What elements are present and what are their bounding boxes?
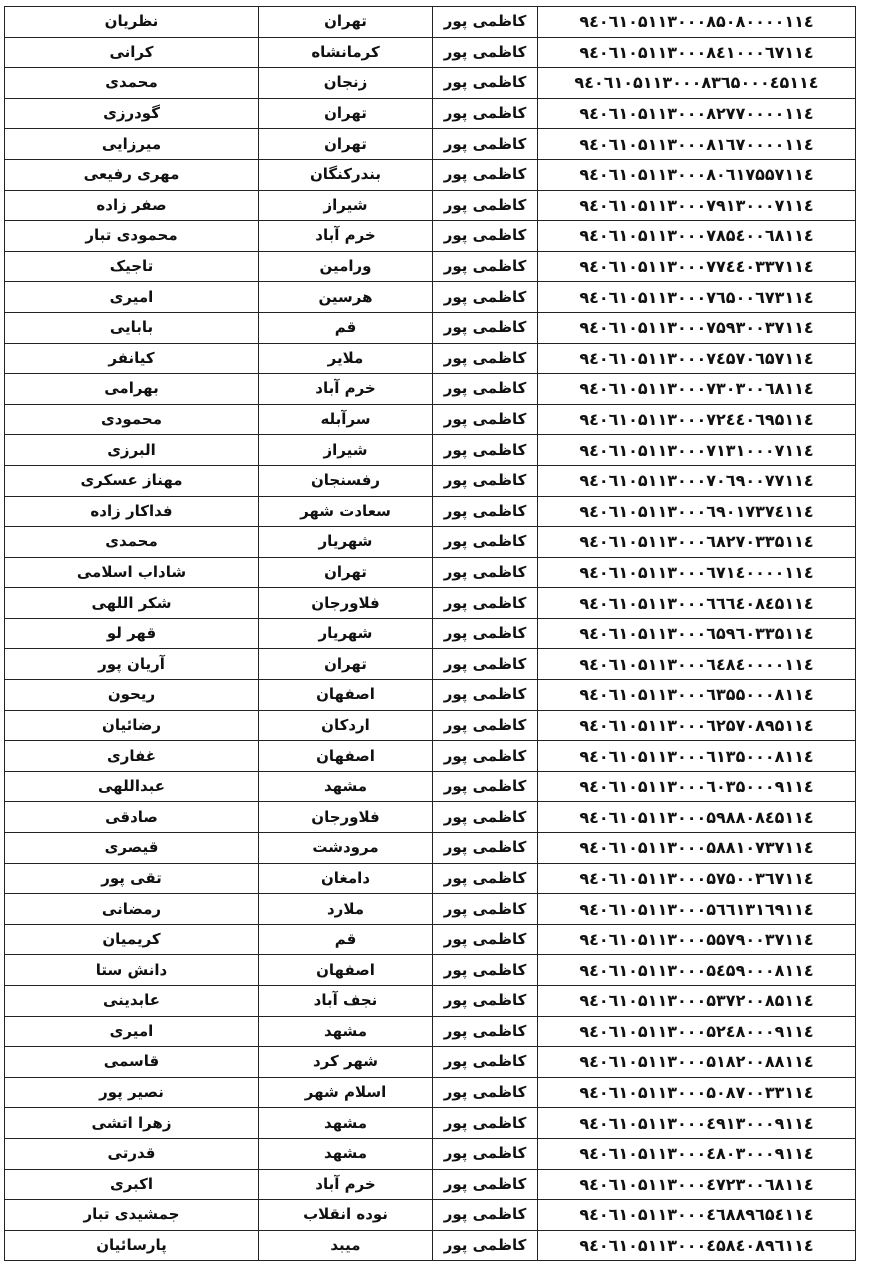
- code-cell: ۹٤۰٦۱۰۵۱۱۳۰۰۰٦۰۳۵۰۰۰۹۱۱٤: [538, 771, 856, 802]
- table-row: [5, 374, 856, 405]
- family-cell: کاظمی پور: [433, 221, 538, 252]
- city-cell: خرم آباد: [259, 374, 433, 405]
- name-cell: محمودی: [5, 404, 259, 435]
- family-cell: کاظمی پور: [433, 251, 538, 282]
- table-row: [5, 1077, 856, 1108]
- name-cell: رمضانی: [5, 894, 259, 925]
- name-cell: شکر اللهی: [5, 588, 259, 619]
- code-cell: ۹٤۰٦۱۰۵۱۱۳۰۰۰٤۹۱۳۰۰۰۹۱۱٤: [538, 1108, 856, 1139]
- name-cell: امیری: [5, 1016, 259, 1047]
- city-cell: تهران: [259, 557, 433, 588]
- table-row: [5, 802, 856, 833]
- city-cell: شهر کرد: [259, 1047, 433, 1078]
- name-cell: بابایی: [5, 312, 259, 343]
- name-cell: امیری: [5, 282, 259, 313]
- family-cell: کاظمی پور: [433, 1169, 538, 1200]
- name-cell: اکبری: [5, 1169, 259, 1200]
- code-cell: ۹٤۰٦۱۰۵۱۱۳۰۰۰٦۷۱٤۰۰۰۰۱۱٤: [538, 557, 856, 588]
- city-cell: مشهد: [259, 1016, 433, 1047]
- name-cell: فداکار زاده: [5, 496, 259, 527]
- code-cell: ۹٤۰٦۱۰۵۱۱۳۰۰۰۸۵۰۸۰۰۰۰۱۱٤: [538, 7, 856, 38]
- family-cell: کاظمی پور: [433, 98, 538, 129]
- family-cell: کاظمی پور: [433, 190, 538, 221]
- table-row: [5, 343, 856, 374]
- table-row: [5, 557, 856, 588]
- family-cell: کاظمی پور: [433, 7, 538, 38]
- family-cell: کاظمی پور: [433, 404, 538, 435]
- city-cell: تهران: [259, 649, 433, 680]
- family-cell: کاظمی پور: [433, 924, 538, 955]
- code-cell: ۹٤۰٦۱۰۵۱۱۳۰۰۰۵۲٤۸۰۰۰۹۱۱٤: [538, 1016, 856, 1047]
- code-cell: ۹٤۰٦۱۰۵۱۱۳۰۰۰۷۹۱۳۰۰۰۷۱۱٤: [538, 190, 856, 221]
- city-cell: بندرکنگان: [259, 159, 433, 190]
- name-cell: غفاری: [5, 741, 259, 772]
- name-cell: کرانی: [5, 37, 259, 68]
- name-cell: نظریان: [5, 7, 259, 38]
- family-cell: کاظمی پور: [433, 771, 538, 802]
- city-cell: شهریار: [259, 527, 433, 558]
- city-cell: رفسنجان: [259, 465, 433, 496]
- table-row: [5, 618, 856, 649]
- code-cell: ۹٤۰٦۱۰۵۱۱۳۰۰۰٦۸۲۷۰۳۳۵۱۱٤: [538, 527, 856, 558]
- name-cell: تقی پور: [5, 863, 259, 894]
- table-row: [5, 190, 856, 221]
- family-cell: کاظمی پور: [433, 894, 538, 925]
- name-cell: کیانفر: [5, 343, 259, 374]
- table-row: [5, 435, 856, 466]
- code-cell: ۹٤۰٦۱۰۵۱۱۳۰۰۰٤۵۸٤۰۸۹٦۱۱٤: [538, 1230, 856, 1261]
- city-cell: اردکان: [259, 710, 433, 741]
- code-cell: ۹٤۰٦۱۰۵۱۱۳۰۰۰٤۸۰۳۰۰۰۹۱۱٤: [538, 1138, 856, 1169]
- city-cell: خرم آباد: [259, 1169, 433, 1200]
- name-cell: صادقی: [5, 802, 259, 833]
- name-cell: آریان پور: [5, 649, 259, 680]
- table-row: [5, 588, 856, 619]
- city-cell: میبد: [259, 1230, 433, 1261]
- name-cell: کریمیان: [5, 924, 259, 955]
- code-cell: ۹٤۰٦۱۰۵۱۱۳۰۰۰۵۳۷۲۰۰۸۵۱۱٤: [538, 986, 856, 1017]
- table-row: [5, 924, 856, 955]
- family-cell: کاظمی پور: [433, 435, 538, 466]
- table-row: [5, 741, 856, 772]
- name-cell: محمدی: [5, 68, 259, 99]
- name-cell: قهر لو: [5, 618, 259, 649]
- family-cell: کاظمی پور: [433, 159, 538, 190]
- table-row: [5, 649, 856, 680]
- city-cell: مرودشت: [259, 833, 433, 864]
- family-cell: کاظمی پور: [433, 68, 538, 99]
- city-cell: سعادت شهر: [259, 496, 433, 527]
- family-cell: کاظمی پور: [433, 618, 538, 649]
- name-cell: مهناز عسکری: [5, 465, 259, 496]
- table-row: [5, 1169, 856, 1200]
- city-cell: خرم آباد: [259, 221, 433, 252]
- name-cell: رضائیان: [5, 710, 259, 741]
- city-cell: فلاورجان: [259, 802, 433, 833]
- family-cell: کاظمی پور: [433, 282, 538, 313]
- family-cell: کاظمی پور: [433, 1138, 538, 1169]
- code-cell: ۹٤۰٦۱۰۵۱۱۳۰۰۰۵۸۸۱۰۷۳۷۱۱٤: [538, 833, 856, 864]
- city-cell: ملایر: [259, 343, 433, 374]
- name-cell: مهری رفیعی: [5, 159, 259, 190]
- code-cell: ۹٤۰٦۱۰۵۱۱۳۰۰۰۸٤۱۰۰۰٦۷۱۱٤: [538, 37, 856, 68]
- family-cell: کاظمی پور: [433, 833, 538, 864]
- family-cell: کاظمی پور: [433, 37, 538, 68]
- code-cell: ۹٤۰٦۱۰۵۱۱۳۰۰۰۷۳۰۳۰۰٦۸۱۱٤: [538, 374, 856, 405]
- table-row: [5, 221, 856, 252]
- code-cell: ۹٤۰٦۱۰۵۱۱۳۰۰۰۸۱٦۷۰۰۰۰۱۱٤: [538, 129, 856, 160]
- family-cell: کاظمی پور: [433, 1200, 538, 1231]
- city-cell: هرسین: [259, 282, 433, 313]
- family-cell: کاظمی پور: [433, 710, 538, 741]
- family-cell: کاظمی پور: [433, 1016, 538, 1047]
- document-sheet: [4, 6, 855, 1261]
- code-cell: ۹٤۰٦۱۰۵۱۱۳۰۰۰٦٤۸٤۰۰۰۰۱۱٤: [538, 649, 856, 680]
- city-cell: تهران: [259, 129, 433, 160]
- code-cell: ۹٤۰٦۱۰۵۱۱۳۰۰۰۷۸۵٤۰۰٦۸۱۱٤: [538, 221, 856, 252]
- city-cell: اسلام شهر: [259, 1077, 433, 1108]
- name-cell: تاجیک: [5, 251, 259, 282]
- name-cell: محمودی تبار: [5, 221, 259, 252]
- family-cell: کاظمی پور: [433, 588, 538, 619]
- table-row: [5, 894, 856, 925]
- city-cell: اصفهان: [259, 680, 433, 711]
- code-cell: ۹٤۰٦۱۰۵۱۱۳۰۰۰۷۰٦۹۰۰۷۷۱۱٤: [538, 465, 856, 496]
- table-row: [5, 1230, 856, 1261]
- table-row: [5, 1200, 856, 1231]
- name-cell: میرزایی: [5, 129, 259, 160]
- name-cell: پارسائیان: [5, 1230, 259, 1261]
- table-row: [5, 159, 856, 190]
- city-cell: قم: [259, 312, 433, 343]
- city-cell: ملارد: [259, 894, 433, 925]
- name-cell: شاداب اسلامی: [5, 557, 259, 588]
- city-cell: قم: [259, 924, 433, 955]
- name-cell: جمشیدی تبار: [5, 1200, 259, 1231]
- code-cell: ۹٤۰٦۱۰۵۱۱۳۰۰۰٤۷۲۳۰۰٦۸۱۱٤: [538, 1169, 856, 1200]
- city-cell: سرآبله: [259, 404, 433, 435]
- city-cell: اصفهان: [259, 741, 433, 772]
- city-cell: شیراز: [259, 190, 433, 221]
- family-cell: کاظمی پور: [433, 496, 538, 527]
- code-cell: ۹٤۰٦۱۰۵۱۱۳۰۰۰٦۹۰۱۷۳۷٤۱۱٤: [538, 496, 856, 527]
- code-cell: ۹٤۰٦۱۰۵۱۱۳۰۰۰۵۱۸۲۰۰۸۸۱۱٤: [538, 1047, 856, 1078]
- code-cell: ۹٤۰٦۱۰۵۱۱۳۰۰۰۸۲۷۷۰۰۰۰۱۱٤: [538, 98, 856, 129]
- family-cell: کاظمی پور: [433, 955, 538, 986]
- table-row: [5, 282, 856, 313]
- family-cell: کاظمی پور: [433, 312, 538, 343]
- family-cell: کاظمی پور: [433, 1108, 538, 1139]
- city-cell: دامغان: [259, 863, 433, 894]
- city-cell: مشهد: [259, 771, 433, 802]
- table-row: [5, 833, 856, 864]
- code-cell: ۹٤۰٦۱۰۵۱۱۳۰۰۰۵٤۵۹۰۰۰۸۱۱٤: [538, 955, 856, 986]
- table-row: [5, 68, 856, 99]
- family-cell: کاظمی پور: [433, 1047, 538, 1078]
- family-cell: کاظمی پور: [433, 802, 538, 833]
- city-cell: تهران: [259, 98, 433, 129]
- family-cell: کاظمی پور: [433, 1230, 538, 1261]
- family-cell: کاظمی پور: [433, 374, 538, 405]
- table-row: [5, 986, 856, 1017]
- table-row: [5, 251, 856, 282]
- table-row: [5, 129, 856, 160]
- code-cell: ۹٤۰٦۱۰۵۱۱۳۰۰۰٦۵۹٦۰۳۳۵۱۱٤: [538, 618, 856, 649]
- name-cell: محمدی: [5, 527, 259, 558]
- family-cell: کاظمی پور: [433, 649, 538, 680]
- family-cell: کاظمی پور: [433, 527, 538, 558]
- table-row: [5, 771, 856, 802]
- code-cell: ۹٤۰٦۱۰۵۱۱۳۰۰۰۷٤۵۷۰٦۵۷۱۱٤: [538, 343, 856, 374]
- name-cell: قاسمی: [5, 1047, 259, 1078]
- records-table: [4, 6, 856, 1261]
- city-cell: شیراز: [259, 435, 433, 466]
- city-cell: اصفهان: [259, 955, 433, 986]
- name-cell: صفر زاده: [5, 190, 259, 221]
- code-cell: ۹٤۰٦۱۰۵۱۱۳۰۰۰۸۳٦۵۰۰۰٤۵۱۱٤: [538, 68, 856, 99]
- code-cell: ۹٤۰٦۱۰۵۱۱۳۰۰۰۷۷٤٤۰۳۳۷۱۱٤: [538, 251, 856, 282]
- table-row: [5, 1138, 856, 1169]
- code-cell: ۹٤۰٦۱۰۵۱۱۳۰۰۰٦۳۵۵۰۰۰۸۱۱٤: [538, 680, 856, 711]
- family-cell: کاظمی پور: [433, 680, 538, 711]
- table-row: [5, 863, 856, 894]
- table-row: [5, 955, 856, 986]
- name-cell: بهرامی: [5, 374, 259, 405]
- city-cell: کرمانشاه: [259, 37, 433, 68]
- code-cell: ۹٤۰٦۱۰۵۱۱۳۰۰۰٤٦۸۸۹٦۵٤۱۱٤: [538, 1200, 856, 1231]
- code-cell: ۹٤۰٦۱۰۵۱۱۳۰۰۰۵۰۸۷۰۰۳۳۱۱٤: [538, 1077, 856, 1108]
- family-cell: کاظمی پور: [433, 129, 538, 160]
- city-cell: شهریار: [259, 618, 433, 649]
- table-row: [5, 98, 856, 129]
- city-cell: نجف آباد: [259, 986, 433, 1017]
- code-cell: ۹٤۰٦۱۰۵۱۱۳۰۰۰۵۹۸۸۰۸٤۵۱۱٤: [538, 802, 856, 833]
- family-cell: کاظمی پور: [433, 557, 538, 588]
- name-cell: گودرزی: [5, 98, 259, 129]
- code-cell: ۹٤۰٦۱۰۵۱۱۳۰۰۰٦٦٦٤۰۸٤۵۱۱٤: [538, 588, 856, 619]
- code-cell: ۹٤۰٦۱۰۵۱۱۳۰۰۰۵۷۵۰۰۳٦۷۱۱٤: [538, 863, 856, 894]
- name-cell: نصیر پور: [5, 1077, 259, 1108]
- name-cell: قدرتی: [5, 1138, 259, 1169]
- name-cell: دانش ستا: [5, 955, 259, 986]
- table-row: [5, 312, 856, 343]
- family-cell: کاظمی پور: [433, 343, 538, 374]
- table-row: [5, 465, 856, 496]
- table-row: [5, 496, 856, 527]
- city-cell: ورامین: [259, 251, 433, 282]
- city-cell: تهران: [259, 7, 433, 38]
- name-cell: ریحون: [5, 680, 259, 711]
- table-row: [5, 404, 856, 435]
- name-cell: قیصری: [5, 833, 259, 864]
- table-row: [5, 527, 856, 558]
- table-row: [5, 7, 856, 38]
- family-cell: کاظمی پور: [433, 741, 538, 772]
- table-row: [5, 1108, 856, 1139]
- city-cell: فلاورجان: [259, 588, 433, 619]
- city-cell: مشهد: [259, 1108, 433, 1139]
- table-row: [5, 1047, 856, 1078]
- city-cell: زنجان: [259, 68, 433, 99]
- table-row: [5, 1016, 856, 1047]
- table-row: [5, 710, 856, 741]
- family-cell: کاظمی پور: [433, 986, 538, 1017]
- code-cell: ۹٤۰٦۱۰۵۱۱۳۰۰۰۷۵۹۳۰۰۳۷۱۱٤: [538, 312, 856, 343]
- family-cell: کاظمی پور: [433, 1077, 538, 1108]
- name-cell: عبداللهی: [5, 771, 259, 802]
- table-row: [5, 680, 856, 711]
- name-cell: زهرا اتشی: [5, 1108, 259, 1139]
- code-cell: ۹٤۰٦۱۰۵۱۱۳۰۰۰۸۰٦۱۷۵۵۷۱۱٤: [538, 159, 856, 190]
- family-cell: کاظمی پور: [433, 863, 538, 894]
- table-row: [5, 37, 856, 68]
- city-cell: نوده انقلاب: [259, 1200, 433, 1231]
- code-cell: ۹٤۰٦۱۰۵۱۱۳۰۰۰٦۱۳۵۰۰۰۸۱۱٤: [538, 741, 856, 772]
- city-cell: مشهد: [259, 1138, 433, 1169]
- code-cell: ۹٤۰٦۱۰۵۱۱۳۰۰۰۷۱۳۱۰۰۰۷۱۱٤: [538, 435, 856, 466]
- code-cell: ۹٤۰٦۱۰۵۱۱۳۰۰۰۷٦۵۰۰٦۷۳۱۱٤: [538, 282, 856, 313]
- name-cell: البرزی: [5, 435, 259, 466]
- code-cell: ۹٤۰٦۱۰۵۱۱۳۰۰۰۷۲٤٤۰٦۹۵۱۱٤: [538, 404, 856, 435]
- code-cell: ۹٤۰٦۱۰۵۱۱۳۰۰۰٦۲۵۷۰۸۹۵۱۱٤: [538, 710, 856, 741]
- name-cell: عابدینی: [5, 986, 259, 1017]
- family-cell: کاظمی پور: [433, 465, 538, 496]
- code-cell: ۹٤۰٦۱۰۵۱۱۳۰۰۰۵۵۷۹۰۰۳۷۱۱٤: [538, 924, 856, 955]
- records-table-body: [5, 7, 856, 1261]
- code-cell: ۹٤۰٦۱۰۵۱۱۳۰۰۰۵٦٦۱۳۱٦۹۱۱٤: [538, 894, 856, 925]
